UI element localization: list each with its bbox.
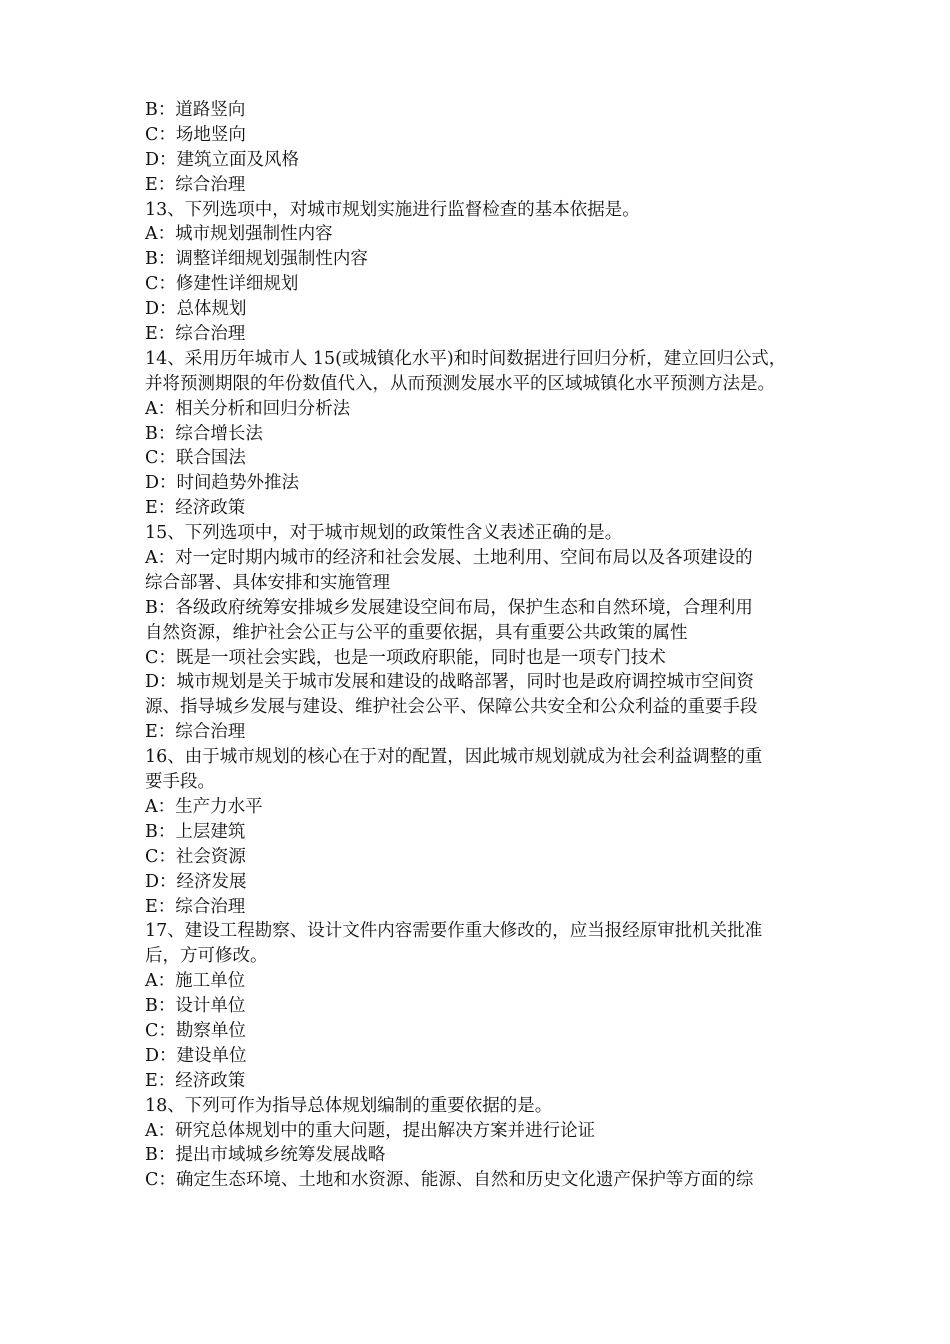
text-line: 源、指导城乡发展与建设、维护社会公平、保障公共安全和公众利益的重要手段 [145, 697, 758, 718]
text-line: E：经济政策 [145, 1070, 246, 1091]
question-15: 15、下列选项中，对于城市规划的政策性含义表述正确的是。 [145, 523, 623, 544]
text-line: B：调整详细规划强制性内容 [145, 249, 368, 270]
text-line: D：城市规划是关于城市发展和建设的战略部署，同时也是政府调控城市空间资 [145, 672, 755, 693]
text-line: D：建筑立面及风格 [145, 149, 300, 170]
text-line: D：总体规划 [145, 299, 247, 320]
text-line: C：修建性详细规划 [145, 274, 299, 295]
text-line: C：场地竖向 [145, 124, 246, 145]
question-18: 18、下列可作为指导总体规划编制的重要依据的是。 [145, 1095, 553, 1116]
text-line: C：勘察单位 [145, 1020, 246, 1041]
text-line: A：研究总体规划中的重大问题，提出解决方案并进行论证 [145, 1120, 596, 1141]
text-line: B：综合增长法 [145, 423, 263, 444]
question-13: 13、下列选项中，对城市规划实施进行监督检查的基本依据是。 [145, 199, 640, 220]
text-line: A：相关分析和回归分析法 [145, 398, 351, 419]
text-line: 自然资源，维护社会公正与公平的重要依据，具有重要公共政策的属性 [145, 622, 688, 643]
question-14: 14、采用历年城市人 15(或城镇化水平)和时间数据进行回归分析，建立回归公式， [145, 348, 787, 369]
text-line: B：上层建筑 [145, 821, 246, 842]
text-line: B：提出市域城乡统筹发展战略 [145, 1145, 386, 1166]
text-line: A：对一定时期内城市的经济和社会发展、土地利用、空间布局以及各项建设的 [145, 548, 753, 569]
text-line: 并将预测期限的年份数值代入，从而预测发展水平的区域城镇化水平预测方法是。 [145, 373, 775, 394]
text-line: E：综合治理 [145, 722, 246, 743]
text-line: C：既是一项社会实践，也是一项政府职能，同时也是一项专门技术 [145, 647, 666, 668]
text-line: D：经济发展 [145, 871, 247, 892]
text-line: 要手段。 [145, 772, 215, 793]
text-line: E：综合治理 [145, 324, 246, 345]
text-line: E：经济政策 [145, 498, 246, 519]
text-line: B：道路竖向 [145, 100, 246, 120]
text-line: C：联合国法 [145, 448, 246, 469]
text-line: A：生产力水平 [145, 796, 263, 817]
text-line: A：施工单位 [145, 971, 246, 992]
document-body [145, 98, 815, 1193]
text-line: A：城市规划强制性内容 [145, 224, 333, 245]
question-17: 17、建设工程勘察、设计文件内容需要作重大修改的，应当报经原审批机关批准 [145, 921, 763, 942]
text-line: B：各级政府统筹安排城乡发展建设空间布局，保护生态和自然环境，合理利用 [145, 597, 753, 618]
text-line: D：建设单位 [145, 1045, 247, 1066]
text-line: 综合部署、具体安排和实施管理 [145, 572, 390, 593]
text-line: D：时间趋势外推法 [145, 473, 300, 494]
question-16: 16、由于城市规划的核心在于对的配置，因此城市规划就成为社会利益调整的重 [145, 747, 763, 768]
text-line: 后，方可修改。 [145, 946, 268, 967]
text-line: E：综合治理 [145, 174, 246, 195]
text-line: B：设计单位 [145, 996, 246, 1017]
text-line: C：确定生态环境、土地和水资源、能源、自然和历史文化遗产保护等方面的综 [145, 1170, 754, 1191]
text-line: C：社会资源 [145, 846, 246, 867]
text-line: E：综合治理 [145, 896, 246, 917]
